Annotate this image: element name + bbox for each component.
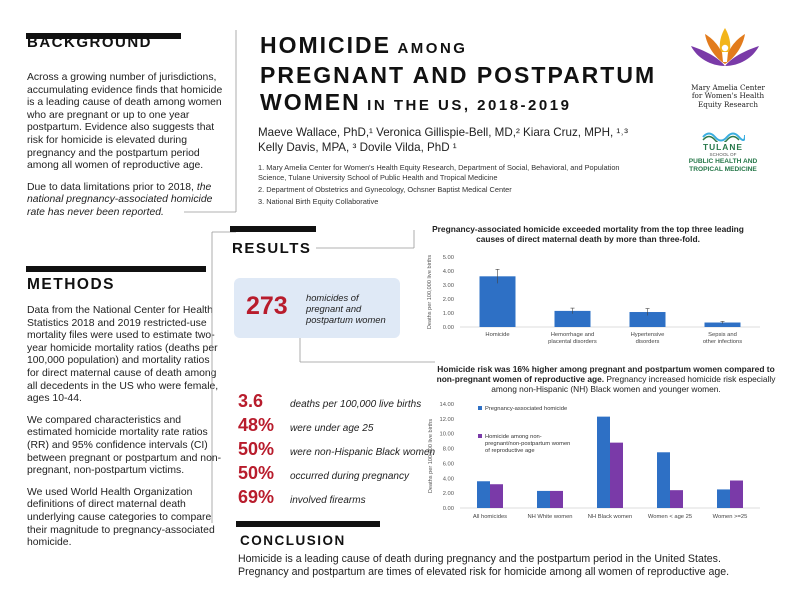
chart1-y-tick-label: 3.00 (442, 283, 454, 289)
stat-row (238, 391, 421, 412)
chart1-svg (420, 246, 770, 350)
stat-row (238, 463, 409, 484)
chart2-legend-swatch (478, 406, 482, 410)
results-bar (230, 226, 316, 232)
stat-value: 69% (238, 487, 275, 507)
homicide-count-label: homicides of pregnant and postpartum women (306, 292, 386, 325)
title-line-3: WOMEN IN THE US, 2018-2019 (260, 89, 572, 115)
tulane-name: TULANE (703, 142, 743, 152)
affiliation-1: 1. Mary Amelia Center for Women's Health Equity Research, Department of Social, Behavioral, and Population Science, Tulane University School of Public Health and Tropical Medicine (258, 163, 620, 183)
methods-paragraph-2: We compared characteristics and estimated homicide mortality rate ratios (RR) and 95% confidence intervals (CI) between pregnant or postpartum and non-pregnant, non-postpartum victims. (27, 414, 222, 477)
chart2-y-tick-label: 4.00 (442, 476, 454, 483)
chart2-svg (420, 398, 770, 528)
stat-row (238, 439, 435, 460)
homicide-count-box (234, 278, 400, 338)
chart1-y-tick-label: 2.00 (442, 297, 454, 303)
authors-line-1: Maeve Wallace, PhD,¹ Veronica Gillispie-Bell, MD,² Kiara Cruz, MPH, ¹˒³ (258, 126, 629, 139)
mary-amelia-logo-text: Mary Amelia Center for Women's Health Equity Research (691, 83, 765, 109)
chart2-bar (717, 489, 730, 508)
chart2-bar (477, 481, 490, 508)
chart2-y-tick-label: 6.00 (442, 461, 454, 468)
stat-value: 3.6 (238, 391, 264, 411)
chart2-y-axis-label: Deaths per 100,000 live births (428, 418, 434, 494)
conclusion-text: Homicide is a leading cause of death during pregnancy and the postpartum period in the United States. Pregnancy and postpartum are times of elevated risk for homicide among all women of reproductive age. (238, 553, 730, 579)
author-list (258, 125, 658, 155)
background-paragraph-1: Across a growing number of jurisdictions, accumulating evidence finds that homicide is a leading cause of death among women who are pregnant or up to one year postpartum. Evidence also suggests that risk for homicide is elevated during pregnancy and the postpartum period among all women of reproductive age. (27, 72, 223, 172)
chart2-x-tick-label: NH White women (527, 514, 573, 520)
chart2-y-tick-label: 12.00 (439, 416, 454, 423)
chart1-bar (480, 276, 516, 327)
title-line-2: PREGNANT AND POSTPARTUM (260, 62, 657, 88)
tulane-public-health: PUBLIC HEALTH AND (688, 158, 758, 165)
stat-value: 50% (238, 463, 275, 483)
chart2-legend-swatch (478, 434, 482, 438)
chart2-bar (550, 491, 563, 508)
stat-label: involved firearms (290, 495, 366, 506)
chart2-x-tick-label: Women >=25 (712, 514, 748, 520)
chart2-legend-label: Pregnancy-associated homicide (485, 406, 568, 412)
affiliations (258, 163, 638, 209)
chart1-x-tick-label: Hemorrhage and placental disorders (548, 332, 597, 345)
authors-line-2: Kelly Davis, MPA, ³ Dovile Vilda, PhD ¹ (258, 141, 457, 154)
chart2-x-tick-label: Women < age 25 (647, 514, 693, 520)
chart2-bar (490, 484, 503, 508)
tulane-logo (683, 128, 763, 186)
chart1-x-tick-label: Sepsis and other infections (702, 332, 743, 345)
chart1-y-tick-label: 5.00 (442, 255, 454, 261)
chart2-legend-label: Homicide among non-pregnant/non-postpartum women of reproductive age (485, 434, 571, 454)
tulane-school-of: SCHOOL OF (709, 152, 737, 157)
chart2-bar (670, 490, 683, 508)
background-paragraph-2: Due to data limitations prior to 2018, the national pregnancy-associated homicide rate has never been reported. (27, 181, 213, 218)
stat-label: were under age 25 (290, 423, 374, 434)
conclusion-heading: CONCLUSION (240, 533, 346, 548)
background-heading: BACKGROUND (27, 34, 152, 51)
chart2-y-tick-label: 0.00 (442, 506, 454, 512)
poster-title (260, 32, 660, 119)
chart1-y-axis-label: Deaths per 100,000 live births (427, 254, 433, 330)
stat-label: deaths per 100,000 live births (290, 399, 422, 410)
chart2-y-tick-label: 2.00 (442, 491, 454, 498)
stat-label: occurred during pregnancy (290, 471, 409, 482)
chart2-y-tick-label: 14.00 (439, 402, 454, 408)
affiliation-3: 3. National Birth Equity Collaborative (258, 196, 379, 206)
chart2-bar (730, 481, 743, 508)
chart1-caption: Pregnancy-associated homicide exceeded mortality from the top three leading causes of direct maternal death by more than three-fold. (432, 224, 744, 244)
tulane-wave-icon (701, 128, 745, 142)
stat-row (238, 487, 366, 508)
chart1-y-tick-label: 1.00 (442, 311, 454, 317)
stat-label: were non-Hispanic Black women (290, 447, 436, 458)
chart1-y-tick-label: 0.00 (442, 325, 454, 331)
chart2-x-tick-label: All homicides (472, 514, 508, 520)
stat-value: 50% (238, 439, 275, 459)
results-heading: RESULTS (232, 240, 312, 257)
homicide-count: 273 (246, 292, 288, 320)
chart2-x-tick-label: NH Black women (587, 514, 633, 520)
chart2-y-tick-label: 10.00 (439, 431, 454, 438)
chart2-bar (610, 443, 623, 508)
methods-paragraph-1: Data from the National Center for Health Statistics 2018 and 2019 restricted-use mortality files were used to estimate two-year homicide mortality ratios (deaths per 100,000 population) and mortality ratios for direct maternal cause of death among all decedents in the US who were female, ages 10-44. (27, 305, 219, 405)
methods-paragraph-3: We used World Health Organization definitions of direct maternal death underlying cause categories to compare their magnitude to pregnancy-associated homicide. (27, 486, 215, 549)
chart2-bar (537, 491, 550, 508)
mary-amelia-logo-icon (685, 24, 765, 80)
stat-value: 48% (238, 415, 275, 435)
chart1-x-tick-label: Hypertensive disorders (630, 332, 665, 345)
chart2-bar (657, 452, 670, 508)
chart1-y-tick-label: 4.00 (442, 269, 454, 275)
chart1-x-tick-label: Homicide (485, 332, 510, 338)
stat-row (238, 415, 373, 436)
chart2-caption: Homicide risk was 16% higher among pregnant and postpartum women compared to non-pregnant women of reproductive age. Pregnancy increased homicide risk especially among non-Hispanic (NH) Black women and younger women. (436, 364, 776, 394)
tulane-tropical-medicine: TROPICAL MEDICINE (689, 166, 757, 173)
conclusion-bar (236, 521, 380, 527)
methods-heading: METHODS (27, 276, 115, 293)
chart2-bar (597, 417, 610, 508)
chart2-y-tick-label: 8.00 (442, 446, 454, 453)
affiliation-2: 2. Department of Obstetrics and Gynecology, Ochsner Baptist Medical Center (258, 185, 512, 194)
title-line-1: HOMICIDE AMONG (260, 32, 468, 58)
